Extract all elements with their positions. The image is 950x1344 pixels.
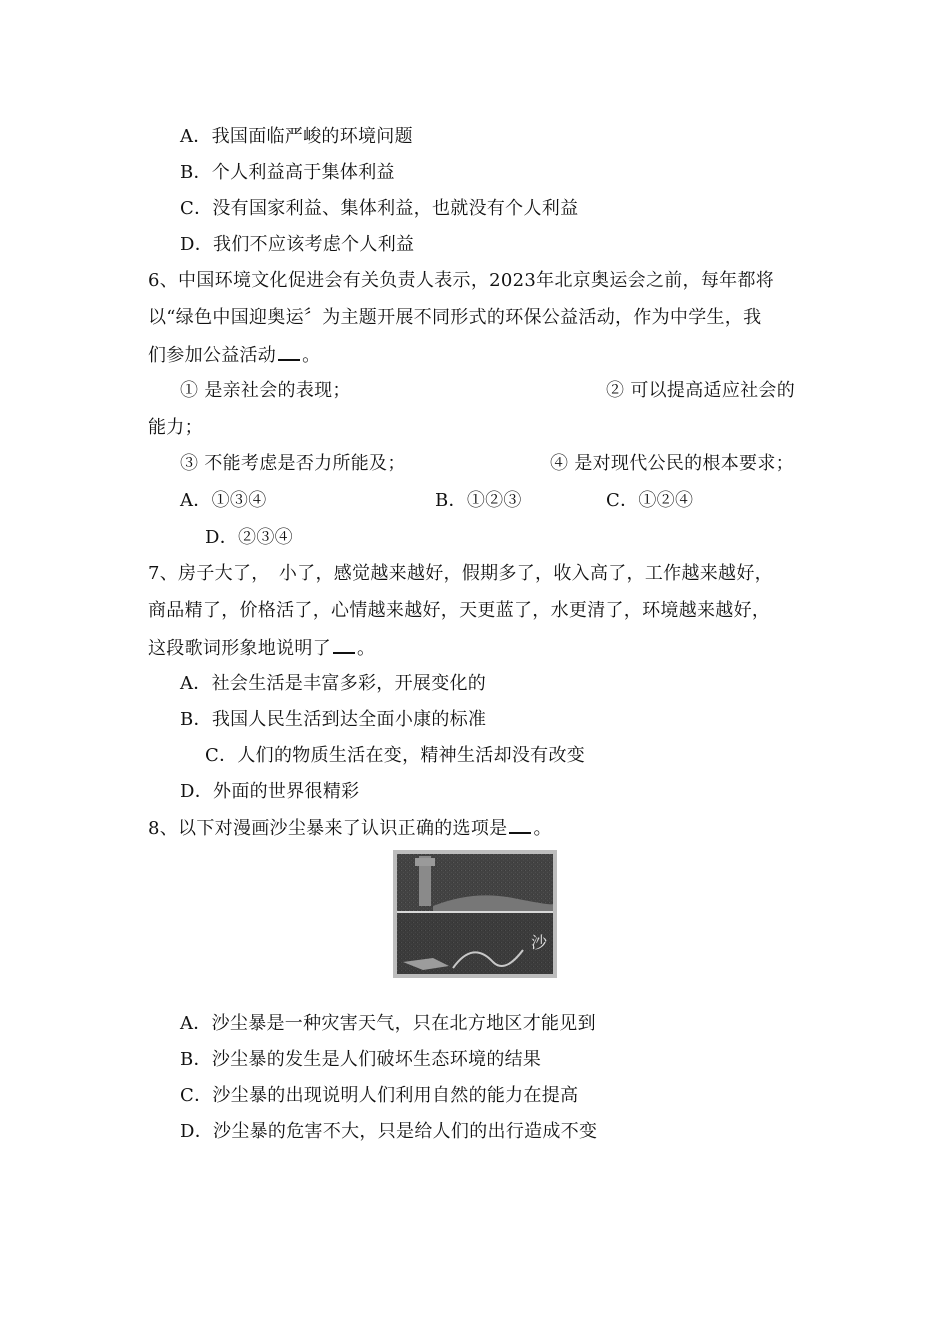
q8-option-b: B．沙尘暴的发生是人们破坏生态环境的结果	[180, 1049, 542, 1070]
q7-option-b: B．我国人民生活到达全面小康的标准	[180, 709, 487, 730]
q6-statement-2: ② 可以提高适应社会的	[606, 380, 796, 401]
cartoon-tree-top	[415, 858, 435, 866]
q6-option-d: D．②③④	[205, 527, 293, 548]
q8-option-a: A．沙尘暴是一种灾害天气，只在北方地区才能见到	[180, 1013, 596, 1034]
answer-blank	[509, 816, 531, 834]
sandstorm-cartoon-image	[393, 850, 557, 978]
q8-stem-text: 8、以下对漫画沙尘暴来了认识正确的选项是	[148, 818, 508, 839]
q6-stem-line-2: 以“绿色中国迎奥运〞为主题开展不同形式的环保公益活动，作为中学生，我	[148, 307, 762, 328]
q5-option-d: D．我们不应该考虑个人利益	[180, 234, 415, 255]
q6-stem-line-3	[148, 343, 320, 368]
q6-statement-4: ④ 是对现代公民的根本要求；	[550, 453, 794, 474]
q6-option-b: B．①②③	[435, 490, 522, 511]
q6-statement-3: ③ 不能考虑是否力所能及；	[180, 453, 406, 474]
q7-stem-text: 这段歌词形象地说明了	[148, 638, 331, 659]
q5-option-c: C．没有国家利益、集体利益，也就没有个人利益	[180, 198, 579, 219]
q7-stem-line-2: 商品精了，价格活了，心情越来越好，天更蓝了，水更清了，环境越来越好，	[148, 600, 771, 621]
q7-stem-line-3	[148, 636, 375, 661]
q7-option-a: A．社会生活是丰富多彩，开展变化的	[180, 673, 487, 694]
q7-stem-line-1: 7、房子大了， 小了，感觉越来越好，假期多了，收入高了，工作越来越好，	[148, 563, 773, 584]
q8-stem-line-1	[148, 816, 552, 841]
q7-option-c: C．人们的物质生活在变，精神生活却没有改变	[205, 745, 586, 766]
q8-option-c: C．沙尘暴的出现说明人们利用自然的能力在提高	[180, 1085, 579, 1106]
q7-option-d: D．外面的世界很精彩	[180, 781, 360, 802]
q8-stem-end: 。	[533, 818, 552, 839]
q8-option-d: D．沙尘暴的危害不大，只是给人们的出行造成不变	[180, 1121, 598, 1142]
q6-statement-1: ① 是亲社会的表现；	[180, 380, 351, 401]
q6-stem-end: 。	[302, 345, 321, 366]
answer-blank	[333, 636, 355, 654]
answer-blank	[278, 343, 300, 361]
q5-option-b: B．个人利益高于集体利益	[180, 162, 395, 183]
q6-option-c: C．①②④	[606, 490, 694, 511]
cartoon-caption: 沙	[531, 933, 548, 952]
q6-stem-line-1: 6、中国环境文化促进会有关负责人表示，2023年北京奥运会之前，每年都将	[148, 270, 775, 291]
q6-stem-text: 们参加公益活动	[148, 345, 277, 366]
q7-stem-end: 。	[357, 638, 376, 659]
q6-statement-2-continued: 能力；	[148, 417, 203, 438]
q5-option-a: A．我国面临严峻的环境问题	[180, 126, 413, 147]
q6-option-a: A．①③④	[180, 490, 267, 511]
